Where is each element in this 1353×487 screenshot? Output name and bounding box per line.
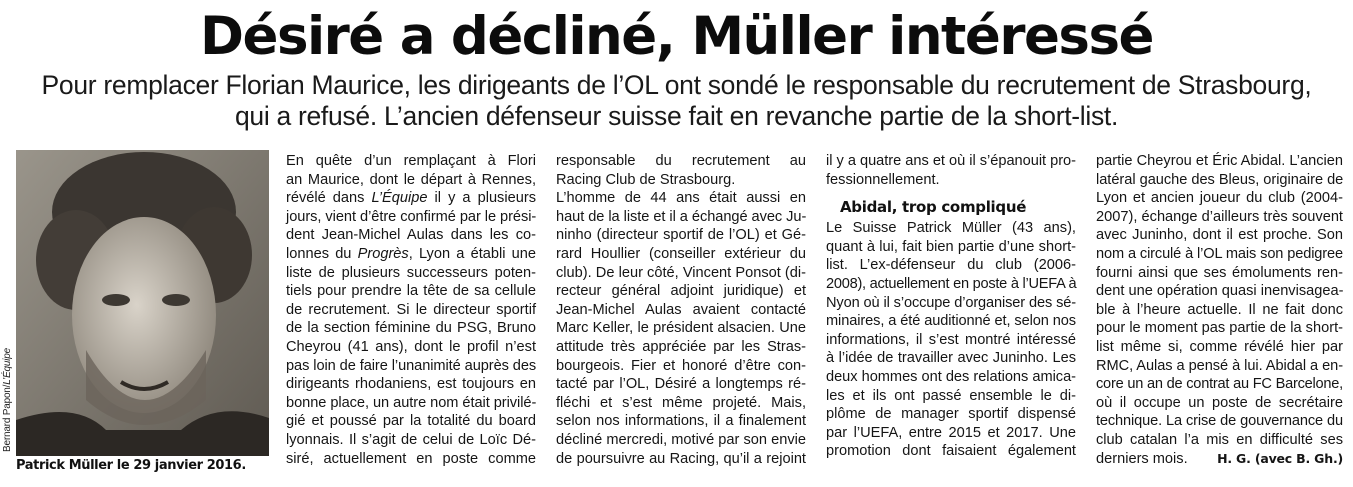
- text-line: Racing Club de Strasbourg.: [556, 171, 736, 188]
- text-line: list même si, comme révélé hier par: [1096, 338, 1343, 355]
- text-line: list. L’ex-défenseur du club (2006-: [826, 257, 1076, 274]
- text-line: technique. La crise de gouvernance du: [1096, 413, 1343, 430]
- closing-text: derniers mois.: [1096, 450, 1188, 467]
- text-line: révélé dans L’Équipe il y a plusieurs: [286, 190, 536, 207]
- text-line: dirigeants rhodaniens, est toujours en: [286, 376, 536, 393]
- text-line: L’homme de 44 ans était aussi en: [556, 190, 806, 207]
- text-line: Lyon et ancien joueur du club (2004-: [1096, 190, 1343, 207]
- text-line: tiels pour prendre la tête de sa cellule: [286, 283, 536, 300]
- text-line: ble à l’heure actuelle. Il ne fait donc: [1096, 301, 1343, 318]
- text-line: avec Juninho, dont il est proche. Son: [1096, 227, 1343, 244]
- text-line: latéral gauche des Bleus, originaire de: [1096, 171, 1344, 188]
- text-line: core un an de contrat au FC Barcelone,: [1096, 376, 1343, 393]
- text-line: deux hommes ont des relations amica-: [826, 368, 1076, 385]
- text-line: siré, actuellement en poste comme: [286, 450, 536, 467]
- text-line: informations, il s’est montré intéressé: [826, 331, 1076, 348]
- text-line: Cheyrou (41 ans), dont le profil n’est: [286, 338, 536, 355]
- text-line: décliné mercredi, motivé par son envie: [556, 431, 806, 448]
- text-line: il y a quatre ans et où il s’épanouit pro-: [826, 153, 1076, 169]
- text-line: à l’idée de travailler avec Juninho. Les: [826, 350, 1076, 367]
- text-line: promotion dont faisaient également: [826, 443, 1076, 460]
- text-line: pas loin de faire l’unanimité auprès des: [286, 357, 537, 374]
- text-line: fléchi et s’est même projeté. Mais,: [556, 394, 806, 411]
- deck-line: Pour remplacer Florian Maurice, les dirigeants de l’OL ont sondé le responsable du recrutement de Strasbourg,: [41, 70, 1312, 100]
- text-line: attitude très appréciée par les Stras-: [556, 338, 806, 355]
- text-line: En quête d’un remplaçant à Flori: [286, 153, 536, 169]
- text-line: gié et poussé par la totalité du board: [286, 413, 536, 430]
- text-line: de recrutement. Si le directeur sportif: [286, 301, 536, 318]
- text-line: bourgeois. Fier et honoré d’être con-: [556, 357, 806, 374]
- text-line: selon nos informations, il a finalement: [556, 413, 806, 430]
- text-line: Marc Keller, le président alsacien. Une: [556, 320, 806, 337]
- photo-credit: Bernard Papon/L’Équipe: [2, 347, 13, 452]
- signature-line: [1096, 450, 1343, 469]
- article-column-2: [556, 152, 806, 482]
- text-line: où il occupe un poste de secrétaire: [1096, 394, 1343, 411]
- text-line: jours, vient d’être confirmé par le prési-: [286, 208, 537, 225]
- text-line: Nyon où il s’occupe d’organiser des sé-: [826, 294, 1076, 311]
- text-line: RMC, Aulas a pensé à lui. Abidal a en-: [1096, 357, 1344, 374]
- text-line: plôme de manager sportif dispensé: [826, 406, 1076, 423]
- text-line: ninho (directeur sportif de l’OL) et Gé-: [556, 227, 806, 244]
- text-line: liste de plusieurs successeurs poten-: [286, 264, 536, 281]
- text-line: bonne place, un autre nom était privilé-: [286, 394, 537, 411]
- deck: [10, 70, 1343, 132]
- text-line: partie Cheyrou et Éric Abidal. L’ancien: [1096, 153, 1343, 169]
- subheading: Abidal, trop compliqué: [840, 198, 1027, 217]
- text-line: nom a circulé à l’OL mais son pedigree: [1096, 245, 1343, 262]
- text-line: club catalan l’a mis en difficulté ses: [1096, 431, 1343, 448]
- text-line: lonnes du Progrès, Lyon a établi une: [286, 245, 536, 262]
- text-line: dent une opération quasi inenvisagea-: [1096, 283, 1344, 300]
- text-line: tacté par l’OL, Désiré a longtemps ré-: [556, 376, 806, 393]
- text-line: pour le moment pas partie de la short-: [1096, 320, 1343, 337]
- portrait-illustration: [16, 150, 269, 456]
- article-column-1: [286, 152, 536, 482]
- text-line: de poursuivre au Racing, qu’il a rejoint: [556, 450, 806, 467]
- text-line: Jean-Michel Aulas avaient contacté: [556, 301, 806, 318]
- text-line: minaires, a été auditionné et, selon nos: [826, 313, 1076, 330]
- text-line: quant à lui, fait bien partie d’une short-: [826, 238, 1076, 255]
- headline: Désiré a décliné, Müller intéressé: [200, 6, 1153, 67]
- deck-line: qui a refusé. L’ancien défenseur suisse fait en revanche partie de la short-list.: [234, 101, 1119, 131]
- text-line: recteur général adjoint juridique) et: [556, 283, 806, 300]
- text-line: fourni ainsi que ses émoluments ren-: [1096, 264, 1343, 281]
- text-line: les et ils ont passé ensemble le di-: [826, 387, 1076, 404]
- article-column-4: [1096, 152, 1343, 482]
- text-line: Le Suisse Patrick Müller (43 ans),: [826, 220, 1076, 237]
- text-line: responsable du recrutement au: [556, 153, 806, 169]
- photo-caption: Patrick Müller le 29 janvier 2016.: [16, 458, 246, 473]
- text-line: de la section féminine du PSG, Bruno: [286, 320, 536, 337]
- portrait-photo: [16, 150, 269, 456]
- text-line: haut de la liste et il a échangé avec Ju-: [556, 208, 807, 225]
- text-line: 2007), échange d’ailleurs très souvent: [1096, 208, 1343, 225]
- text-line: an Maurice, dont le départ à Rennes,: [286, 171, 536, 188]
- text-line: dent Jean-Michel Aulas dans les co-: [286, 227, 536, 244]
- text-line: par l’UEFA, entre 2015 et 2017. Une: [826, 424, 1076, 441]
- text-line: club). De leur côté, Vincent Ponsot (di-: [556, 264, 806, 281]
- text-line: 2008), actuellement en poste à l’UEFA à: [826, 275, 1077, 292]
- byline-signature: H. G. (avec B. Gh.): [1217, 450, 1343, 466]
- text-line: lyonnais. Il s’agit de celui de Loïc Dé-: [286, 431, 536, 448]
- text-line: rard Houllier (conseiller extérieur du: [556, 245, 806, 262]
- article-column-3: [826, 152, 1076, 482]
- text-line: fessionnellement.: [826, 171, 940, 188]
